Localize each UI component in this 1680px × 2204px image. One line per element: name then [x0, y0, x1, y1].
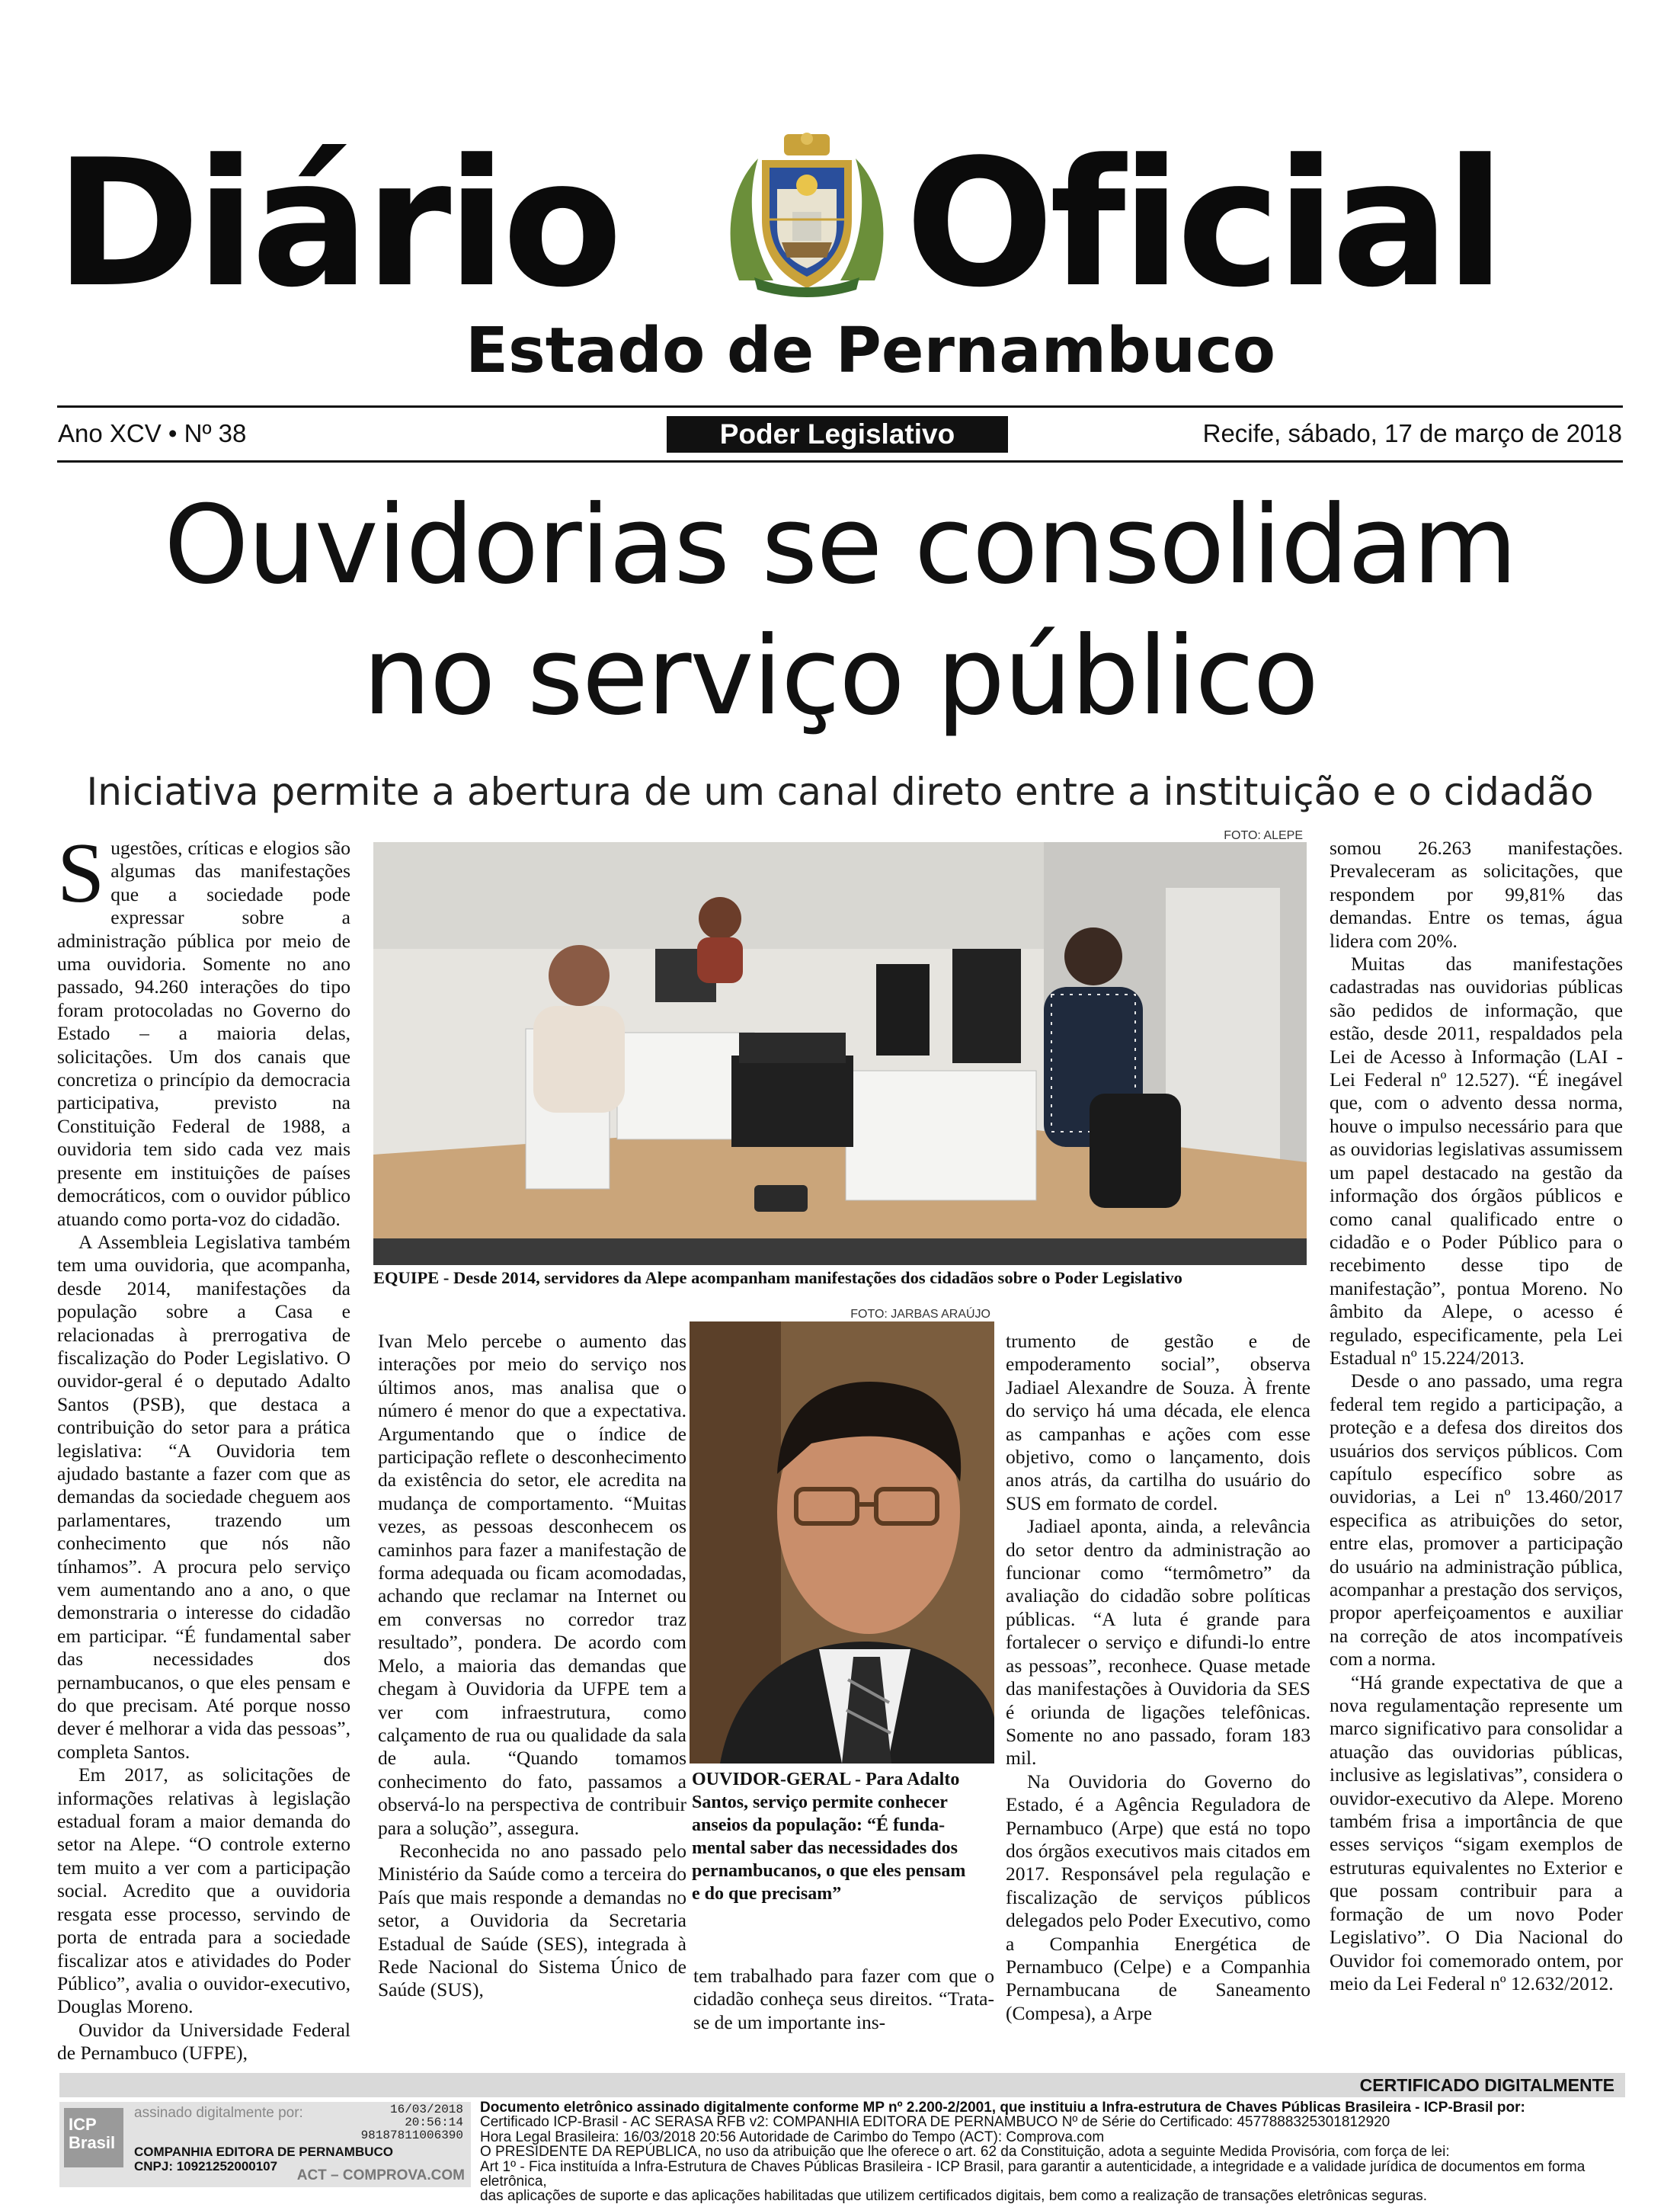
paragraph: Muitas das manifestações cadastradas nas ouvidorias públicas são pedidos de informação, que estão, desde 2011, respaldados pela Lei de Acesso à Informação (LAI - Lei Federal nº 12.527). “É inegável que, com o advento dessa norma, houve o impulso necessário para que as ouvidorias legislativas assumissem um papel destacado na gestão da informação dos órgãos públicos e como canal qualificado entre o cidadão e o Poder Público para o recebimento desse tipo de manifestação”, pontua Moreno. No âmbito da Alepe, o acesso é regulado, especificamente, pela Lei Estadual nº 15.224/2013. — [1330, 953, 1623, 1369]
date-line: Recife, sábado, 17 de março de 2018 — [1202, 419, 1622, 447]
headline — [0, 480, 1680, 742]
paragraph: trumento de gestão e de empoderamento social”, observa Jadiael Alexandre de Souza. À frente do serviço há uma década, ele elenca as campanhas e ações com esse objetivo, como o lançamento, dois anos atrás, da cartilha do usuário do SUS em formato de cordel. — [1006, 1330, 1310, 1514]
edition-number: Ano XCV • Nº 38 — [58, 419, 247, 447]
paragraph: tem trabalhado para fazer com que o cidadão conheça seus direitos. “Trata-se de um importante ins- — [693, 1965, 994, 2033]
dropcap: S — [57, 826, 105, 921]
article-column-5 — [1330, 837, 1623, 1995]
certified-label: CERTIFICADO DIGITALMENTE — [1359, 2075, 1614, 2095]
paragraph: Em 2017, as solicitações de informações relativas à legislação estadual foram a maior demanda do setor na Alepe. “O controle externo tem muito a ver com a participação social. Acredito que a ouvidoria resgata esse processo, servindo de porta de entrada para a sociedade fiscalizar atos e atividades do Poder Público”, avalia o ouvidor-executivo, Douglas Moreno. — [57, 1764, 350, 2018]
stamp-company: COMPANHIA EDITORA DE PERNAMBUCO CNPJ: 10921252000107 — [134, 2145, 394, 2174]
article-column-2 — [378, 1330, 686, 2002]
paragraph: Ivan Melo percebe o aumento das interações por meio do serviço nos últimos anos, mas analisa que o número é menor do que a expectativa. Argumentando que o índice de participação reflete o desconhecimento da existência do setor, ele acredita na mudança de comportamento. “Muitas vezes, as pessoas desconhecem os caminhos para fazer a manifestação de forma adequada ou ficam acomodadas, achando que reclamar na Internet ou em conversas no corredor traz resultado”, pondera. De acordo com Melo, a maioria das demandas que chegam à Ouvidoria da UFPE tem a ver com infraestrutura, como calçamento de rua ou qualidade da sala de aula. “Quando tomamos conhecimento do fato, passamos a observá-lo na perspectiva de contribuir para a solução”, assegura. — [378, 1330, 686, 1839]
digital-certificate-footer — [59, 2073, 1625, 2204]
photo-caption: EQUIPE - Desde 2014, servidores da Alepe acompanham manifestações dos cidadãos sobre o Poder Legislativo — [373, 1268, 1182, 1287]
photo-credit: FOTO: ALEPE — [1224, 829, 1303, 842]
coat-of-arms-icon — [716, 128, 898, 297]
portrait-caption: OUVIDOR-GERAL - Para Adalto Santos, serviço permite conhecer anseios da população: “É funda- mental saber das necessidades dos pernambucanos, o que eles pensam e do que precisam” — [692, 1770, 966, 1904]
masthead-title-left: Diário — [55, 123, 619, 326]
masthead-top-rule — [57, 405, 1623, 408]
signature-stamp: ICP Brasil assinado digitalmente por: 16/03/2018 20:56:14 98187811006390 COMPANHIA EDITORA DE PERNAMBUCO CNPJ: 10921252000107 ACT – COMPROVA.COM — [59, 2102, 471, 2187]
paragraph: Jadiael aponta, ainda, a relevância do setor dentro da administração ao funcionar como “termômetro” da avaliação do cidadão sobre políticas públicas. “A luta é grande para fortalecer o serviço e difundi-lo entre as pessoas”, reconhece. Quase metade das manifestações à Ouvidoria da SES é oriunda de ligações telefônicas. Somente no ano passado, foram 183 mil. — [1006, 1515, 1310, 1770]
article-column-4 — [1006, 1330, 1310, 2025]
stamp-timestamp: 16/03/2018 20:56:14 98187811006390 — [360, 2103, 463, 2142]
deck: Iniciativa permite a abertura de um canal direto entre a instituição e o cidadão — [86, 770, 1594, 814]
office-team-photo — [373, 842, 1307, 1265]
article-column-1 — [57, 826, 350, 2065]
section-badge: Poder Legislativo — [667, 416, 1008, 453]
paragraph: somou 26.263 manifestações. Prevaleceram as solicitações, que respondem por 99,81% das demandas. Entre os temas, água lidera com 20%. — [1330, 837, 1623, 952]
headline-line-2: no serviço público — [362, 613, 1318, 739]
paragraph: Reconhecida no ano passado pelo Ministério da Saúde como a terceira do País que mais responde a demandas no setor, a Ouvidoria da Secretaria Estadual de Saúde (SES), integrada à Rede Nacional do Sistema Único de Saúde (SUS), — [378, 1839, 686, 2001]
masthead-bottom-rule — [57, 460, 1623, 463]
article-column-3 — [693, 1965, 994, 2034]
footer-header-bar — [59, 2073, 1625, 2097]
paragraph: Ouvidor da Universidade Federal de Pernambuco (UFPE), — [57, 2018, 350, 2065]
portrait-photo — [690, 1321, 994, 1764]
paragraph: Na Ouvidoria do Governo do Estado, é a Agência Reguladora de Pernambuco (Arpe) que está no topo dos órgãos executivos mais citados em 2017. Responsável pela regulação e fiscalização de serviços públicos delegados pelo Poder Executivo, como a Companhia Energética de Pernambuco (Celpe) e a Companhia Pernambucana de Saneamento (Compesa), a Arpe — [1006, 1770, 1310, 2024]
icp-brasil-logo-icon: ICP Brasil — [64, 2108, 123, 2167]
certificate-text: Documento eletrônico assinado digitalmente conforme MP nº 2.200-2/2001, que instituiu a Infra-estrutura de Chaves Públicas Brasileira - ICP-Brasil por: Certificado ICP-Brasil - AC SERASA RFB v2: COMPANHIA EDITORA DE PERNAMBUCO Nº de Série do Certificado: 4577888325301812920 Hora Legal Brasileira: 16/03/2018 20:56 Autoridade de Carimbo do Tempo (ACT): Comprova.com O PRESIDENTE DA REPÚBLICA, no uso da atribuição que lhe oferece o art. 62 da Constituição, adota a seguinte Medida Provisória, com força de lei: Art 1º - Fica instituída a Infra-Estrutura de Chaves Públicas Brasileira - ICP Brasil, para garantir a autenticidade, a integridade e a validade jurídica de documentos em forma eletrônica, das aplicações de suporte e das aplicações habilitadas que utilizem certificados digitais, bem como a realização de transações eletrônicas seguras. — [480, 2100, 1586, 2204]
paragraph: A Assembleia Legislativa também tem uma ouvidoria, que acompanha, desde 2014, manifestações da população sobre a Casa e relacionadas à prerrogativa de fiscalização do Poder Legislativo. O ouvidor-geral é o deputado Adalto Santos (PSB), que destaca a contribuição do setor para a prática legislativa: “A Ouvidoria tem ajudado bastante a fazer com que as demandas da sociedade cheguem aos parlamentares, trazendo um conhecimento que nós não tínhamos”. A procura pelo serviço vem aumentando ano a ano, o que demonstraria o interesse do cidadão em participar. “É fundamental saber das necessidades dos pernambucanos, o que eles pensam e do que precisam. Até porque nosso dever é melhorar a vida das pessoas”, completa Santos. — [57, 1230, 350, 1763]
masthead-subtitle: Estado de Pernambuco — [465, 315, 1276, 387]
paragraph: Sugestões, críticas e elogios são algumas das manifestações que a sociedade pode expressar sobre a administração pública por meio de uma ouvidoria. Somente no ano passado, 94.260 interações do tipo foram protocoladas no Governo do Estado – a maioria delas, solicitações. Um dos canais que concretiza o princípio da democracia participativa, previsto na Constituição Federal de 1988, a ouvidoria tem sido cada vez mais presente em instituições de países democráticos, com o ouvidor público atuando como porta-voz do cidadão. — [57, 826, 350, 1230]
masthead-title-right: Oficial — [905, 123, 1501, 326]
photo-credit: FOTO: JARBAS ARAÚJO — [850, 1308, 990, 1321]
paragraph: “Há grande expectativa de que a nova regulamentação represente um marco significativo para consolidar a atuação das ouvidorias públicas, inclusive as legislativas”, considera o ouvidor-executivo da Alepe. Moreno também frisa a importância de que esses serviços “sigam exemplos de estruturas equivalentes no Exterior e que possam contribuir para a formação de um novo Poder Legislativo”. O Dia Nacional do Ouvidor foi comemorado ontem, por meio da Lei Federal nº 12.632/2012. — [1330, 1671, 1623, 1994]
paragraph: Desde o ano passado, uma regra federal tem regido a participação, a proteção e a defesa dos direitos dos usuários dos serviços públicos. Com capítulo específico sobre as ouvidorias, a Lei nº 13.460/2017 especifica as atribuições do setor, entre elas, promover a participação do usuário na administração pública, acompanhar a prestação dos serviços, propor aperfeiçoamentos e auxiliar na correção de atos incompatíveis com a norma. — [1330, 1369, 1623, 1671]
headline-line-1: Ouvidorias se consolidam — [164, 482, 1516, 608]
